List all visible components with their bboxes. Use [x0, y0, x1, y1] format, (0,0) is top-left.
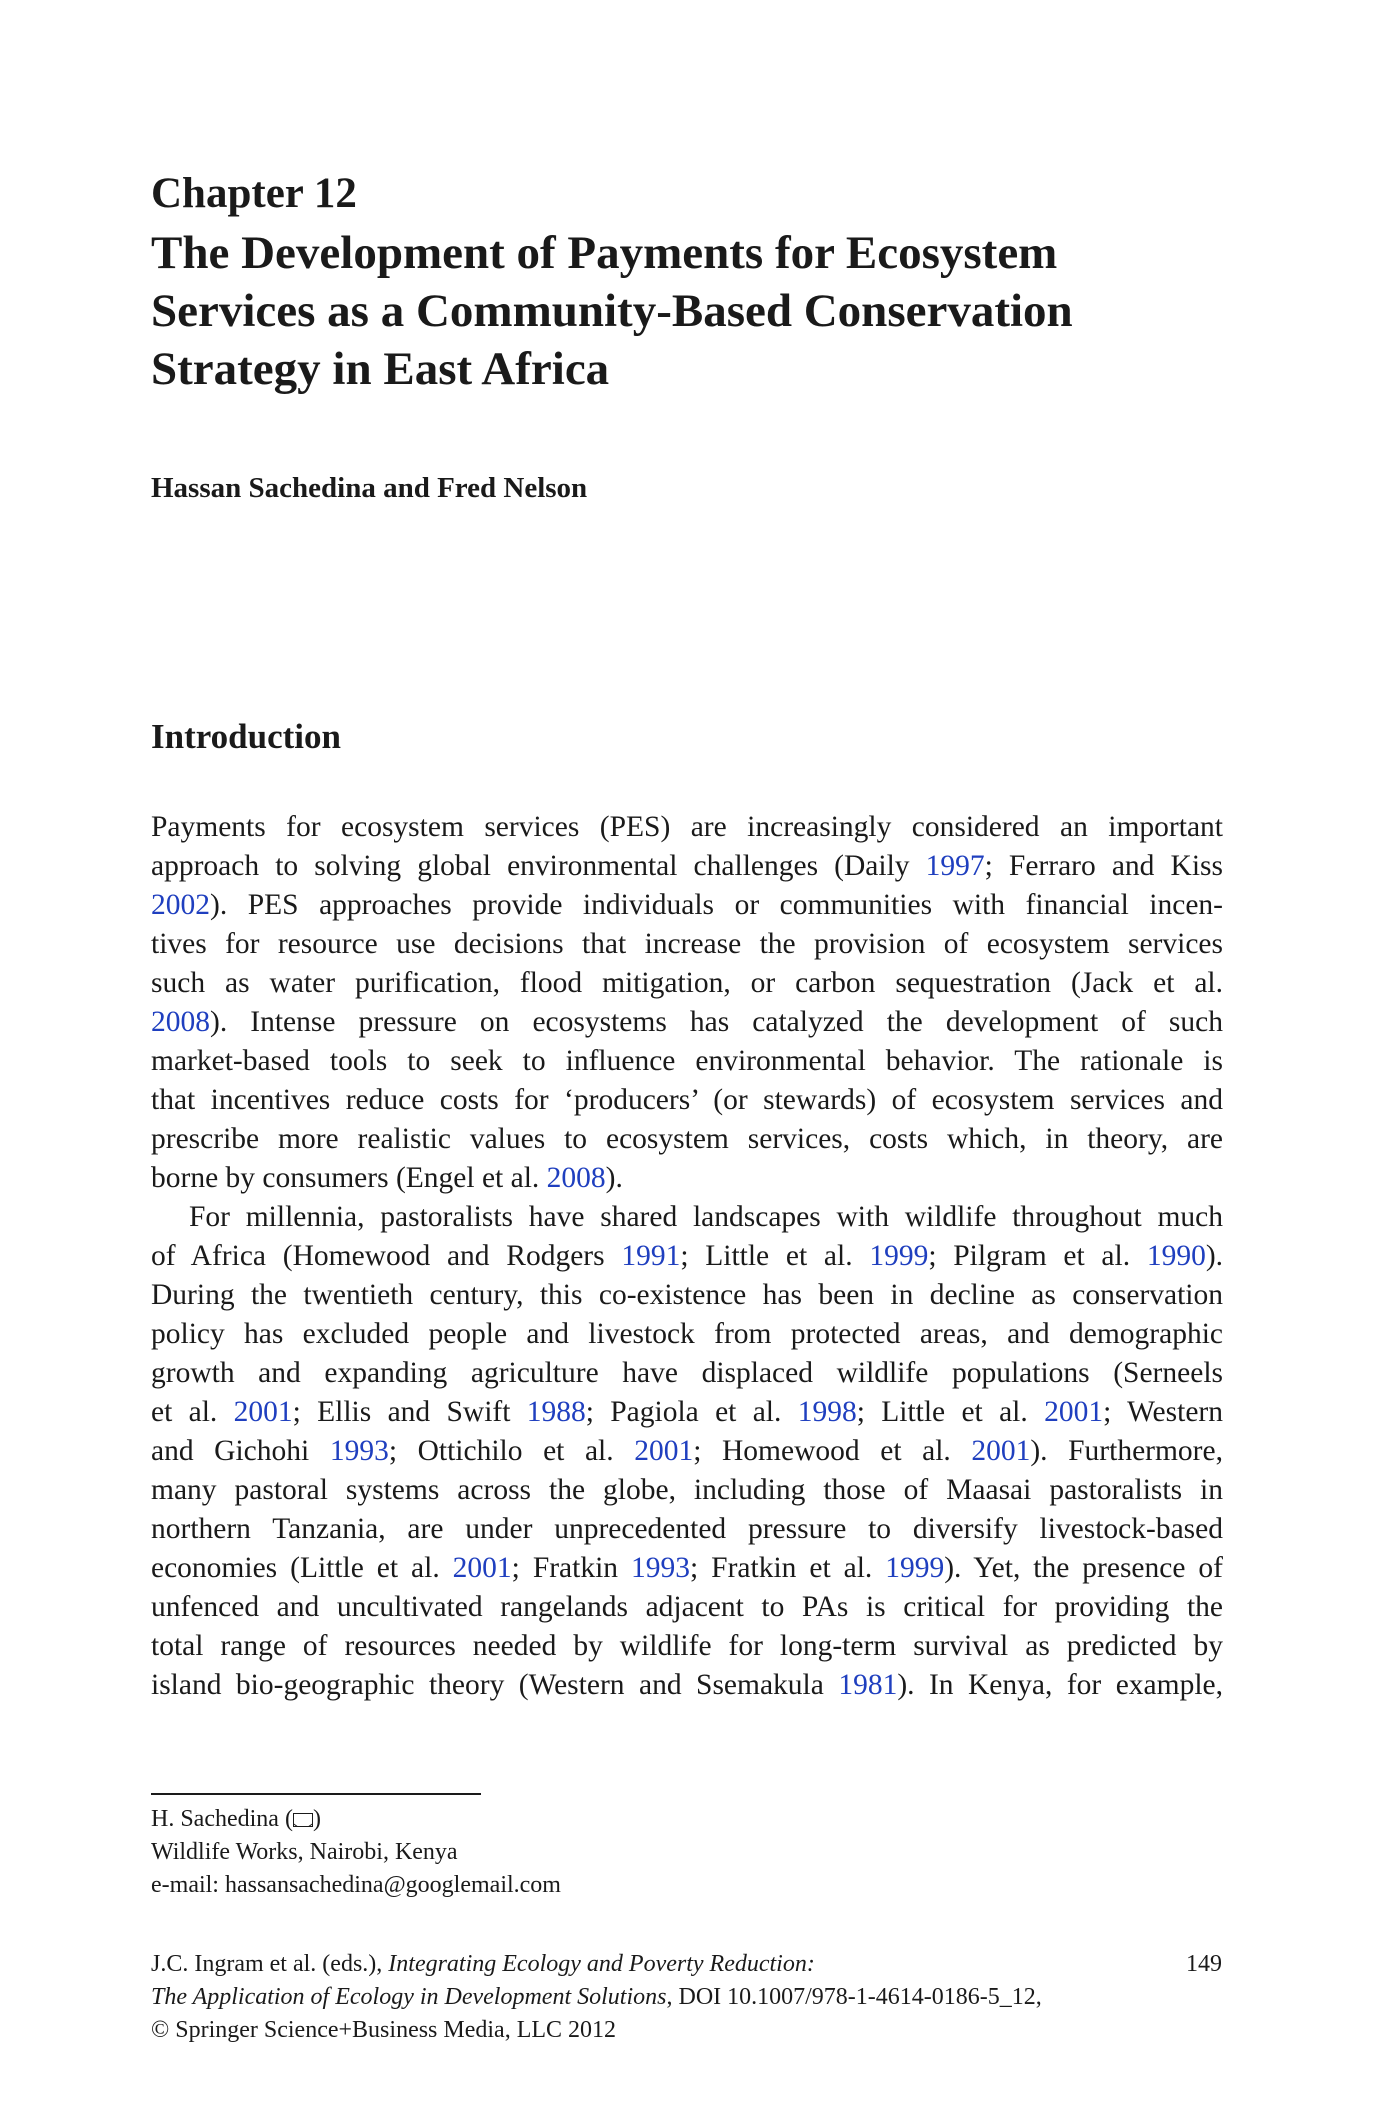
citation-link[interactable]: 1998	[797, 1396, 857, 1428]
body-line	[151, 1003, 1223, 1042]
body-text-fragment: ). Yet, the presence of	[944, 1552, 1223, 1584]
body-text-fragment: unfenced and uncultivated rangelands adjacent to PAs is critical for providing the	[151, 1591, 1223, 1623]
body-text-fragment: ; Ellis and Swift	[292, 1396, 527, 1428]
body-text-fragment: such as water purification, flood mitigation, or carbon sequestration (Jack et al.	[151, 967, 1223, 999]
body-line	[151, 1627, 1223, 1666]
chapter-title-line: Services as a Community-Based Conservation	[151, 285, 1073, 337]
body-text-fragment: that incentives reduce costs for ‘producers’ (or stewards) of ecosystem services and	[151, 1084, 1223, 1116]
publisher-editors: J.C. Ingram et al. (eds.),	[151, 1951, 389, 1977]
page-number: 149	[1186, 1951, 1222, 1977]
body-line	[151, 1588, 1223, 1627]
citation-link[interactable]: 2008	[151, 1006, 210, 1038]
publisher-info	[151, 1948, 1223, 2047]
citation-link[interactable]: 2001	[634, 1435, 694, 1467]
body-line	[151, 808, 1223, 847]
body-text-fragment: ; Fratkin	[511, 1552, 632, 1584]
body-text-fragment: ; Pilgram et al.	[928, 1240, 1147, 1272]
body-text-fragment: of Africa (Homewood and Rodgers	[151, 1240, 622, 1272]
body-line	[151, 925, 1223, 964]
body-text-fragment: prescribe more realistic values to ecosystem services, costs which, in theory, are	[151, 1123, 1223, 1155]
body-text-fragment: northern Tanzania, are under unprecedented pressure to diversify livestock-based	[151, 1513, 1223, 1545]
citation-link[interactable]: 1981	[838, 1669, 898, 1701]
body-line	[151, 1237, 1223, 1276]
body-line	[151, 1354, 1223, 1393]
citation-link[interactable]: 2008	[546, 1162, 606, 1194]
footnote-divider	[151, 1793, 481, 1795]
body-text-fragment: borne by consumers (Engel et al.	[151, 1162, 547, 1194]
doi: , DOI 10.1007/978-1-4614-0186-5_12,	[666, 1984, 1042, 2010]
body-line	[151, 1198, 1223, 1237]
citation-link[interactable]: 1999	[885, 1552, 945, 1584]
body-line	[151, 886, 1223, 925]
body-line	[151, 1510, 1223, 1549]
chapter-title-line: The Development of Payments for Ecosystem	[151, 227, 1058, 279]
footnote-author-name-close: )	[312, 1806, 321, 1832]
body-line	[151, 964, 1223, 1003]
citation-link[interactable]: 2001	[233, 1396, 293, 1428]
body-line	[151, 1666, 1223, 1705]
body-line	[151, 847, 1223, 886]
citation-link[interactable]: 1993	[329, 1435, 389, 1467]
body-line	[151, 1315, 1223, 1354]
book-title-part-1: Integrating Ecology and Poverty Reduction:	[388, 1951, 815, 1977]
envelope-icon	[293, 1813, 313, 1827]
book-title-part-2: The Application of Ecology in Development Solutions	[151, 1984, 667, 2010]
body-text	[151, 808, 1223, 1705]
body-line	[151, 1120, 1223, 1159]
body-text-fragment: ). Furthermore,	[1030, 1435, 1223, 1467]
body-line	[151, 1042, 1223, 1081]
body-text-fragment: island bio-geographic theory (Western and Ssemakula	[151, 1669, 839, 1701]
body-text-fragment: growth and expanding agriculture have displaced wildlife populations (Serneels	[151, 1357, 1223, 1389]
body-text-fragment: and Gichohi	[151, 1435, 330, 1467]
body-line	[151, 1276, 1223, 1315]
body-text-fragment: ). In Kenya, for example,	[897, 1669, 1223, 1701]
citation-link[interactable]: 1999	[869, 1240, 929, 1272]
body-text-fragment: During the twentieth century, this co-existence has been in decline as conservation	[151, 1279, 1223, 1311]
citation-link[interactable]: 1988	[526, 1396, 586, 1428]
body-text-fragment: et al.	[151, 1396, 234, 1428]
footnote-email: e-mail: hassansachedina@googlemail.com	[151, 1872, 561, 1898]
body-text-fragment: economies (Little et al.	[151, 1552, 453, 1584]
citation-link[interactable]: 1990	[1146, 1240, 1206, 1272]
publisher-line-1	[151, 1948, 1223, 1981]
footnote-author-name: H. Sachedina (	[151, 1806, 293, 1832]
footnote	[151, 1803, 561, 1902]
body-text-fragment: ; Ottichilo et al.	[388, 1435, 635, 1467]
body-line	[151, 1159, 1223, 1198]
body-text-fragment: Payments for ecosystem services (PES) are increasingly considered an important	[151, 811, 1223, 843]
body-text-fragment: ). PES approaches provide individuals or communities with financial incen-	[210, 889, 1223, 921]
body-text-fragment: ).	[605, 1162, 623, 1194]
body-text-fragment: many pastoral systems across the globe, including those of Maasai pastoralists in	[151, 1474, 1223, 1506]
body-text-fragment: ; Western	[1103, 1396, 1223, 1428]
chapter-title-line: Strategy in East Africa	[151, 343, 610, 395]
body-line	[151, 1471, 1223, 1510]
citation-link[interactable]: 2002	[151, 889, 210, 921]
body-line	[151, 1081, 1223, 1120]
body-line	[151, 1393, 1223, 1432]
citation-link[interactable]: 1991	[621, 1240, 681, 1272]
body-line	[151, 1549, 1223, 1588]
body-text-fragment: For millennia, pastoralists have shared landscapes with wildlife throughout much	[189, 1201, 1223, 1233]
chapter-title	[151, 224, 1251, 398]
citation-link[interactable]: 2001	[971, 1435, 1031, 1467]
body-text-fragment: ; Little et al.	[856, 1396, 1045, 1428]
copyright: © Springer Science+Business Media, LLC 2012	[151, 2017, 617, 2043]
section-heading: Introduction	[151, 717, 341, 756]
body-text-fragment: ).	[1205, 1240, 1224, 1272]
body-text-fragment: approach to solving global environmental challenges (Daily	[151, 850, 926, 882]
body-line	[151, 1432, 1223, 1471]
body-text-fragment: ; Homewood et al.	[693, 1435, 972, 1467]
body-text-fragment: ; Fratkin et al.	[690, 1552, 886, 1584]
citation-link[interactable]: 1993	[631, 1552, 691, 1584]
body-text-fragment: ; Little et al.	[680, 1240, 870, 1272]
chapter-authors: Hassan Sachedina and Fred Nelson	[151, 472, 588, 504]
citation-link[interactable]: 2001	[452, 1552, 512, 1584]
body-text-fragment: ; Pagiola et al.	[585, 1396, 798, 1428]
footnote-affiliation: Wildlife Works, Nairobi, Kenya	[151, 1839, 458, 1865]
body-text-fragment: ; Ferraro and Kiss	[984, 850, 1223, 882]
body-text-fragment: market-based tools to seek to influence environmental behavior. The rationale is	[151, 1045, 1223, 1077]
body-text-fragment: total range of resources needed by wildlife for long-term survival as predicted by	[151, 1630, 1223, 1662]
body-text-fragment: tives for resource use decisions that increase the provision of ecosystem services	[151, 928, 1223, 960]
body-text-fragment: policy has excluded people and livestock from protected areas, and demographic	[151, 1318, 1223, 1350]
citation-link[interactable]: 1997	[925, 850, 985, 882]
body-text-fragment: ). Intense pressure on ecosystems has catalyzed the development of such	[210, 1006, 1223, 1038]
footnote-author-line	[151, 1803, 561, 1836]
publisher-line-2	[151, 1981, 1223, 2014]
citation-link[interactable]: 2001	[1044, 1396, 1104, 1428]
chapter-label: Chapter 12	[151, 170, 357, 217]
